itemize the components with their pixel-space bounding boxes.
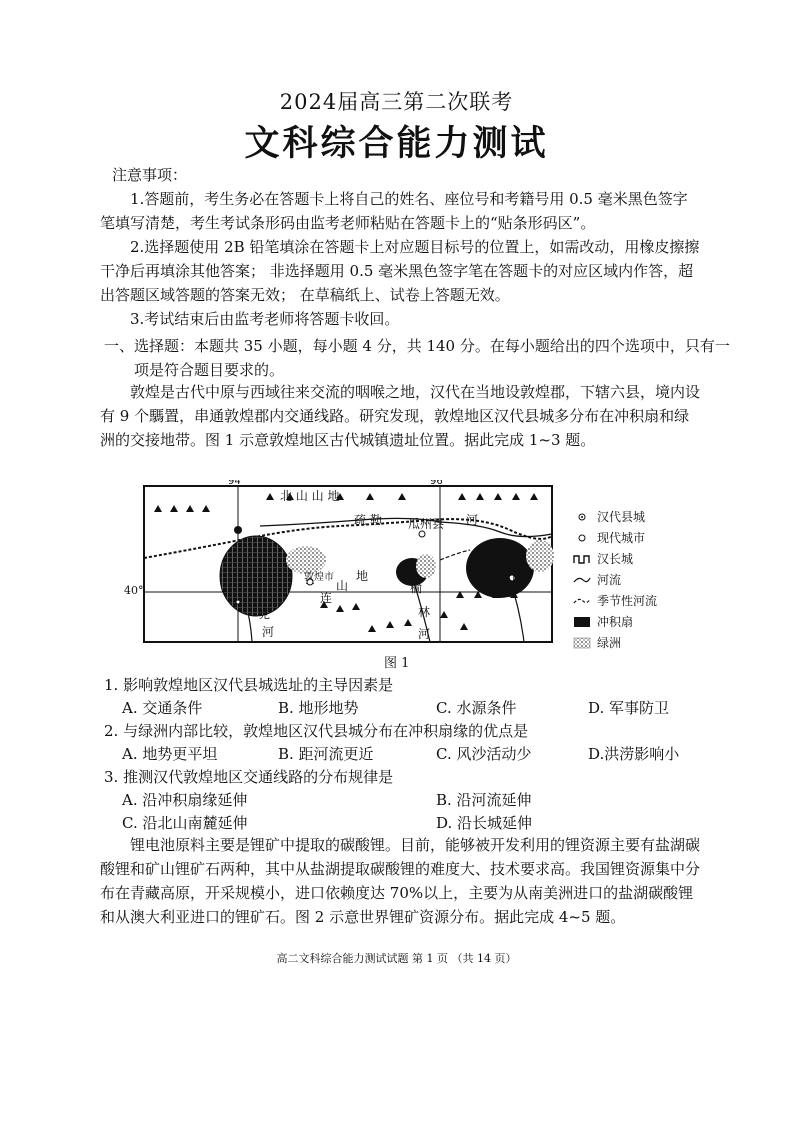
legend-item xyxy=(573,571,693,592)
exam-title: 文科综合能力测试 xyxy=(244,123,549,164)
notice-item-1: 1.答题前，考生务必在答题卡上将自己的姓名、座位号和考籍号用 0.5 毫米黑色签字笔填写清楚，考生考试条形码由监考老师粘贴在答题卡上的“贴条形码区”。 xyxy=(100,190,688,232)
label-beishan: 北 山 山 地 xyxy=(280,489,340,503)
modern-city-guazhou xyxy=(419,531,425,537)
q2-option-a[interactable]: A. 地势更平坦 xyxy=(122,745,218,763)
q3-option-b[interactable]: B. 沿河流延伸 xyxy=(436,791,532,809)
oasis-yumen xyxy=(526,540,554,572)
label-river: 河 xyxy=(466,513,479,527)
material-2: 锂电池原料主要是锂矿中提取的碳酸锂。目前，能够被开发利用的锂资源主要有盐湖碳酸锂和矿山锂矿石两种，其中从盐湖提取碳酸锂的难度大、技术要求高。我国锂资源集中分布在青藏高原，开采规模小，进口依赖度达 70%以上，主要为从南美洲进口的盐湖碳酸锂和从澳大利亚进口的锂矿石。图 2 示意世界锂矿资源分布。据此完成 4~5 题。 xyxy=(100,836,701,926)
notice-heading: 注意事项： xyxy=(112,166,188,184)
notice-item-2: 2.选择题使用 2B 铅笔填涂在答题卡上对应题目标号的位置上，如需改动，用橡皮擦擦干净后再填涂其他答案； 非选择题用 0.5 毫米黑色签字笔在答题卡的对应区域内作答，超出答题区域答题的答案无效； 在草稿纸上、试卷上答题无效。 xyxy=(100,238,700,304)
alluvial-fan-icon xyxy=(573,616,591,628)
alluvial-fan-dunhuang xyxy=(220,536,292,616)
oasis-dunhuang xyxy=(286,546,326,574)
han-wall-icon xyxy=(573,553,591,565)
q3-option-c[interactable]: C. 沿北山南麓延伸 xyxy=(122,814,248,832)
legend-item xyxy=(573,634,693,655)
label-dang-he: 河 xyxy=(262,625,275,639)
label-di: 地 xyxy=(356,569,369,583)
oasis-icon xyxy=(573,637,591,649)
county-town-icon xyxy=(573,511,591,523)
q3-option-d[interactable]: D. 沿长城延伸 xyxy=(436,814,533,832)
label-dunhuang: 敦煌市 xyxy=(304,572,334,583)
oasis-yulin xyxy=(416,554,436,578)
label-lian: 连 xyxy=(320,591,333,605)
material-1: 敦煌是古代中原与西域往来交流的咽喉之地，汉代在当地设敦煌郡，下辖六县，境内设有 9 个騳置，串通敦煌郡内交通线路。研究发现，敦煌地区汉代县城多分布在冲积扇和绿洲的交接地带。图 1 示意敦煌地区古代城镇遗址位置。据此完成 1~3 题。 xyxy=(100,383,701,449)
question-2-stem: 2. 与绿洲内部比较，敦煌地区汉代县城分布在冲积扇缘的优点是 xyxy=(104,722,529,740)
map-legend xyxy=(573,508,693,655)
label-lin: 林 xyxy=(418,605,431,619)
q2-option-b[interactable]: B. 距河流更近 xyxy=(278,745,374,763)
label-yumen: 玉门市 xyxy=(502,572,532,583)
legend-label: 绿洲 xyxy=(597,636,622,650)
legend-item xyxy=(573,592,693,613)
q1-option-a[interactable]: A. 交通条件 xyxy=(122,699,203,717)
figure-1-map xyxy=(140,480,558,644)
lon-label-94: 94° xyxy=(228,480,246,487)
label-yu: 榆 xyxy=(410,581,423,595)
legend-label: 汉代县城 xyxy=(597,510,646,524)
legend-label: 现代城市 xyxy=(597,531,646,545)
question-3-stem: 3. 推测汉代敦煌地区交通线路的分布规律是 xyxy=(104,768,394,786)
section-intro: 一、选择题：本题共 35 小题，每小题 4 分，共 140 分。在每小题给出的四个选项中，只有一项是符合题目要求的。 xyxy=(104,337,730,379)
q3-option-a[interactable]: A. 沿冲积扇缘延伸 xyxy=(122,791,248,809)
exam-subtitle: 2024届高三第二次联考 xyxy=(279,90,514,114)
legend-label: 汉长城 xyxy=(597,552,634,566)
notice-item-3: 3.考试结束后由监考老师将答题卡收回。 xyxy=(130,310,400,328)
legend-label: 季节性河流 xyxy=(597,594,658,608)
q2-option-c[interactable]: C. 风沙活动少 xyxy=(436,745,532,763)
modern-city-icon xyxy=(573,532,591,544)
legend-label: 河流 xyxy=(597,573,622,587)
label-he: 河 xyxy=(418,627,431,641)
legend-item xyxy=(573,613,693,634)
q1-option-b[interactable]: B. 地形地势 xyxy=(278,699,359,717)
q1-option-d[interactable]: D. 军事防卫 xyxy=(588,699,670,717)
question-1-stem: 1. 影响敦煌地区汉代县城选址的主导因素是 xyxy=(104,676,394,694)
river-icon xyxy=(573,574,591,586)
label-shule: 疏 勒 xyxy=(354,513,382,527)
han-county-town-2 xyxy=(236,600,240,604)
alluvial-fan-yumen xyxy=(466,538,534,598)
label-guazhou: 瓜州县 xyxy=(408,517,445,531)
lat-label-40: 40° xyxy=(124,584,144,597)
lon-label-96: 96° xyxy=(430,480,448,487)
han-county-town-marker xyxy=(234,526,242,534)
map-svg xyxy=(140,480,558,644)
legend-item xyxy=(573,550,693,571)
seasonal-river-icon xyxy=(573,595,591,607)
page-footer: 高二文科综合能力测试试题 第 1 页 （共 14 页） xyxy=(276,952,517,965)
q2-option-d[interactable]: D.洪涝影响小 xyxy=(588,745,680,763)
label-dang: 党 xyxy=(258,607,271,621)
figure-1-caption: 图 1 xyxy=(384,656,410,671)
legend-label: 冲积扇 xyxy=(597,615,634,629)
label-shan: 山 xyxy=(336,579,349,593)
q1-option-c[interactable]: C. 水源条件 xyxy=(436,699,517,717)
legend-item xyxy=(573,529,693,550)
legend-item xyxy=(573,508,693,529)
